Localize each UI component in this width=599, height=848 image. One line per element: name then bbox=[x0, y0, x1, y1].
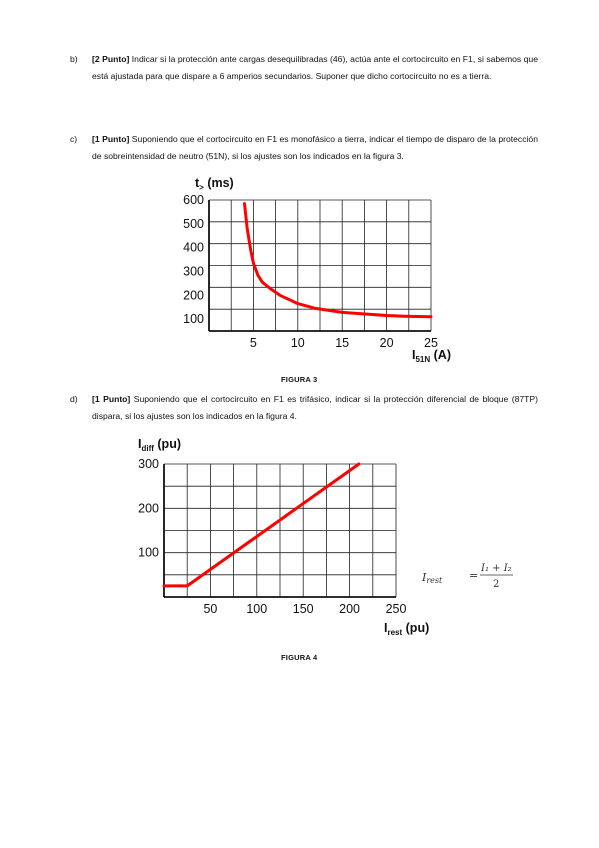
formula-denominator: 2 bbox=[493, 579, 500, 590]
x-tick-label: 25 bbox=[424, 336, 438, 350]
x-tick-label: 200 bbox=[339, 602, 361, 616]
figure-3-ylabel: $t_>$ (ms) bbox=[195, 176, 234, 192]
x-tick-label: 250 bbox=[385, 602, 407, 616]
figure-4-curve bbox=[164, 464, 359, 586]
x-tick-label: 150 bbox=[292, 602, 314, 616]
y-tick-label: 600 bbox=[183, 193, 204, 207]
formula-equals: = bbox=[469, 569, 479, 582]
question-text: Suponiendo que el cortocircuito en F1 es monofásico a tierra, indicar el tiempo de disparo de la protección de sobreintensidad de neutro (51N), si los ajustes son los indicados en la figura 3. bbox=[92, 134, 538, 161]
y-tick-label: 100 bbox=[138, 545, 159, 560]
y-tick-label: 200 bbox=[138, 501, 159, 516]
y-tick-label: 300 bbox=[138, 457, 159, 471]
y-tick-label: 100 bbox=[183, 312, 204, 327]
figure-3-xlabel: $I_{51N}$ (A) bbox=[412, 348, 451, 364]
figure-3-caption: FIGURA 3 bbox=[281, 375, 318, 384]
x-tick-label: 50 bbox=[203, 602, 218, 616]
restraint-formula bbox=[421, 563, 513, 590]
y-tick-label: 200 bbox=[183, 288, 204, 303]
y-tick-label: 500 bbox=[183, 216, 204, 231]
question-letter: b) bbox=[70, 54, 78, 64]
x-tick-label: 20 bbox=[379, 336, 394, 350]
x-tick-label: 10 bbox=[290, 336, 305, 350]
formula-numerator: I₁ + I₂ bbox=[481, 563, 512, 574]
series-line bbox=[164, 464, 359, 586]
question-text: Suponiendo que el cortocircuito en F1 es trifásico, indicar si la protección diferencial de bloque (87TP) dispara, si los ajustes son los indicados en la figura 4. bbox=[92, 394, 538, 421]
figure-4-ylabel: $I_{diff}$ (pu) bbox=[138, 437, 181, 453]
figure-4-caption: FIGURA 4 bbox=[281, 653, 318, 662]
x-tick-label: 100 bbox=[246, 602, 268, 616]
x-tick-label: 15 bbox=[335, 336, 350, 350]
x-tick-label: 5 bbox=[249, 336, 257, 350]
y-tick-label: 300 bbox=[183, 264, 204, 279]
question-points: [2 Punto] bbox=[92, 54, 130, 64]
y-tick-label: 400 bbox=[183, 240, 204, 255]
question-letter: c) bbox=[70, 134, 78, 144]
formula-lhs: Irest bbox=[422, 571, 443, 585]
question-points: [1 Punto] bbox=[92, 134, 130, 144]
question-letter: d) bbox=[70, 394, 78, 404]
figure-4-ticks bbox=[138, 457, 406, 616]
question-points: [1 Punto] bbox=[92, 394, 131, 404]
question-text: Indicar si la protección ante cargas desequilibradas (46), actúa ante el cortocircuito en F1, si sabemos que está ajustada para que dispare a 6 amperios secundarios. Suponer que dicho cortocircuito no es a tierra. bbox=[92, 54, 538, 81]
figure-4-xlabel: $I_{rest}$ (pu) bbox=[384, 621, 430, 637]
